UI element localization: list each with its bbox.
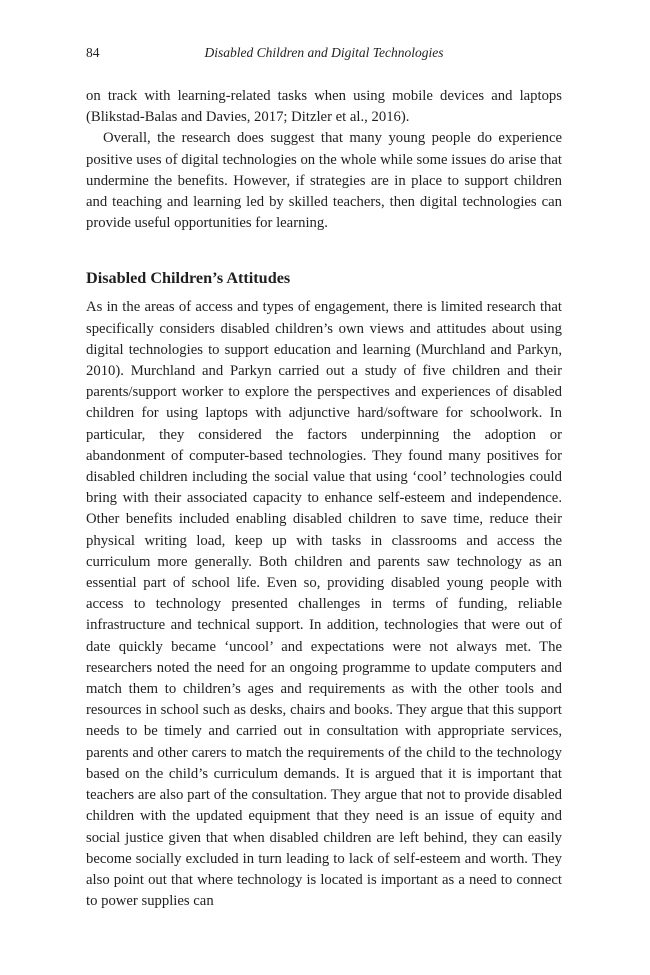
running-head: [86, 42, 562, 64]
page-number: 84: [86, 45, 100, 60]
body-text: [86, 86, 562, 912]
paragraph-continued: on track with learning-related tasks when using mobile devices and laptops (Blikstad-Balas and Davies, 2017; Ditzler et al., 2016).: [86, 88, 562, 126]
paragraph-overall: Overall, the research does suggest that many young people do experience positive uses of digital technologies on the whole while some issues do arise that undermine the benefits. However, if strategies are in place to support children and teaching and learning led by skilled teachers, then digital technologies can provide useful opportunities for learning.: [86, 130, 562, 232]
book-page: [86, 42, 562, 912]
running-title: Disabled Children and Digital Technologies: [204, 45, 444, 60]
paragraph-attitudes: As in the areas of access and types of engagement, there is limited research that specifically considers disabled children’s own views and attitudes about using digital technologies to support education and learning (Murchland and Parkyn, 2010). Murchland and Parkyn carried out a study of five children and their parents/support worker to explore the perspectives and experiences of disabled children for using laptops with adjunctive hard/software for schoolwork. In particular, they considered the factors underpinning the adoption or abandonment of computer-based technologies. They found many positives for disabled children including the social value that using ‘cool’ technologies could bring with their associated capacity to enhance self-esteem and independence. Other benefits included enabling disabled children to save time, reduce their physical writing load, keep up with tasks in classrooms and access the curriculum more generally. Both children and parents saw technology as an essential part of school life. Even so, providing disabled young people with access to technology presented challenges in terms of funding, reliable infrastructure and technical support. In addition, technologies that were out of date quickly became ‘uncool’ and expectations were not always met. The researchers noted the need for an ongoing programme to update computers and match them to children’s ages and requirements as with the other tools and resources in school such as desks, chairs and books. They argue that this support needs to be timely and carried out in consultation with appropriate services, parents and other carers to match the requirements of the child to the technology based on the child’s curriculum demands. It is argued that it is important that teachers are also part of the consultation. They argue that not to provide disabled children with the updated equipment that they need is an issue of equity and social justice given that when disabled children are left behind, they can easily become socially excluded in turn leading to lack of self-esteem and worth. They also point out that where technology is located is important as a need to connect to power supplies can: [86, 299, 562, 910]
section-heading: Disabled Children’s Attitudes: [86, 269, 291, 288]
